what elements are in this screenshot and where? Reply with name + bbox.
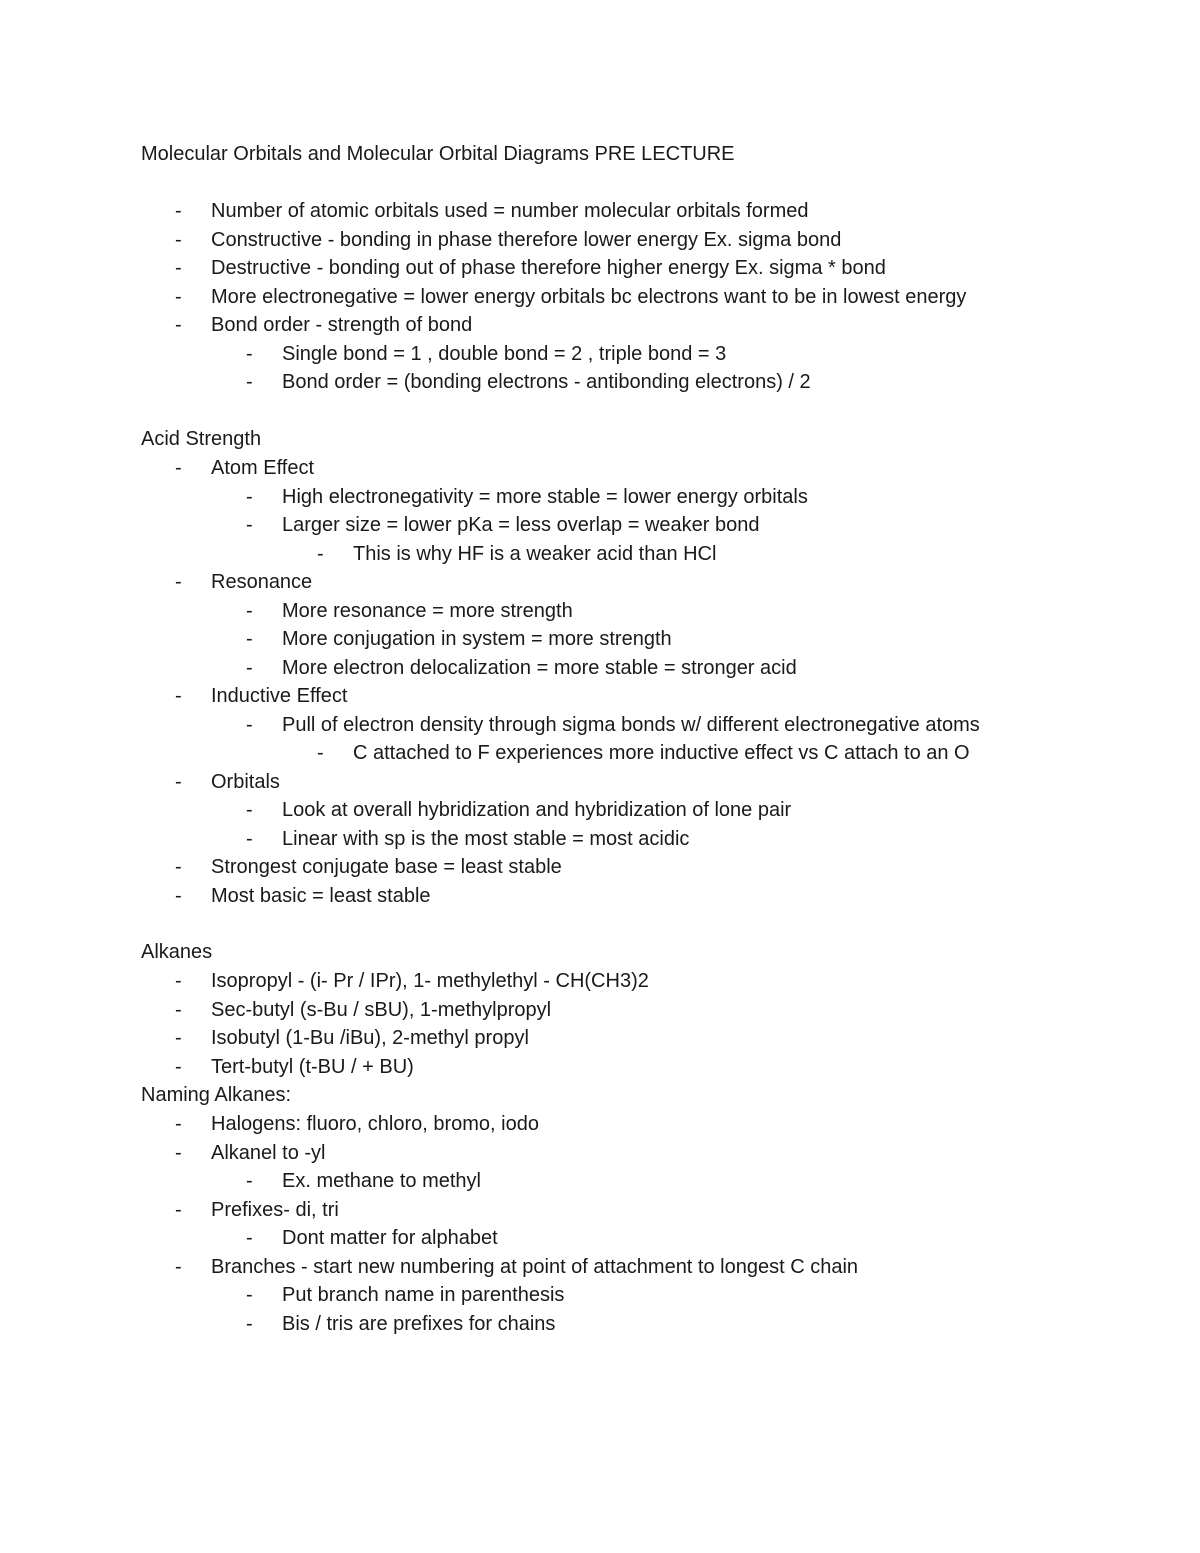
list-item-text: Tert-butyl (t-BU / + BU) (211, 1055, 414, 1078)
bullet-dash: - (175, 200, 182, 222)
bullet-dash: - (317, 542, 324, 565)
list-item-text: Look at overall hybridization and hybridization of lone pair (282, 799, 792, 821)
list-item-text: Dont matter for alphabet (282, 1227, 498, 1249)
list-item-text: More resonance = more strength (282, 599, 573, 622)
list-item-text: More electronegative = lower energy orbitals bc electrons want to be in lowest energy (211, 285, 967, 308)
list-item-text: Larger size = lower pKa = less overlap = weaker bond (282, 514, 760, 536)
bullet-dash: - (175, 1141, 182, 1164)
naming-alkanes-heading: Naming Alkanes: (141, 1084, 292, 1106)
bullet-dash: - (175, 1198, 182, 1221)
bullet-dash: - (246, 628, 253, 650)
bullet-dash: - (175, 770, 182, 793)
alkanes-heading: Alkanes (141, 941, 213, 963)
bullet-dash: - (246, 1170, 253, 1192)
list-item-text: Inductive Effect (211, 685, 348, 707)
bullet-dash: - (175, 1113, 182, 1135)
bullet-dash: - (175, 228, 182, 251)
list-item-text: Linear with sp is the most stable = most acidic (282, 827, 690, 850)
list-item-text: Atom Effect (211, 457, 315, 479)
bullet-dash: - (246, 1312, 253, 1335)
bullet-dash: - (246, 827, 253, 850)
list-item-text: Ex. methane to methyl (282, 1170, 481, 1192)
bullet-dash: - (175, 285, 182, 308)
bullet-dash: - (175, 884, 182, 907)
list-item-text: Isopropyl - (i- Pr / IPr), 1- methylethyl - CH(CH3)2 (211, 970, 649, 992)
bullet-dash: - (175, 1255, 182, 1278)
bullet-dash: - (246, 371, 253, 393)
list-item-text: Bond order = (bonding electrons - antibonding electrons) / 2 (282, 371, 811, 393)
bullet-dash: - (175, 571, 182, 593)
document-title: Molecular Orbitals and Molecular Orbital Diagrams PRE LECTURE (141, 143, 735, 165)
bullet-dash: - (175, 457, 182, 479)
list-item-text: This is why HF is a weaker acid than HCl (353, 542, 717, 565)
bullet-dash: - (175, 998, 182, 1021)
bullet-dash: - (317, 742, 324, 764)
bullet-dash: - (175, 856, 182, 878)
list-item-text: Orbitals (211, 770, 280, 793)
list-item-text: More electron delocalization = more stable = stronger acid (282, 656, 797, 679)
bullet-dash: - (246, 713, 253, 736)
list-item-text: Isobutyl (1-Bu /iBu), 2-methyl propyl (211, 1027, 529, 1049)
bullet-dash: - (175, 257, 182, 279)
list-item-text: Strongest conjugate base = least stable (211, 856, 562, 878)
list-item-text: Single bond = 1 , double bond = 2 , triple bond = 3 (282, 342, 727, 365)
bullet-dash: - (246, 485, 253, 508)
list-item-text: Prefixes- di, tri (211, 1198, 339, 1221)
list-item-text: C attached to F experiences more inductive effect vs C attach to an O (353, 742, 970, 764)
bullet-dash: - (246, 799, 253, 821)
bullet-dash: - (175, 1027, 182, 1049)
list-item-text: Sec-butyl (s-Bu / sBU), 1-methylpropyl (211, 998, 552, 1021)
bullet-dash: - (246, 1227, 253, 1249)
list-item-text: More conjugation in system = more strength (282, 628, 672, 650)
list-item-text: Branches - start new numbering at point of attachment to longest C chain (211, 1255, 859, 1278)
bullet-dash: - (246, 342, 253, 365)
bullet-dash: - (246, 1284, 253, 1306)
list-item-text: Most basic = least stable (211, 884, 431, 907)
list-item-text: Put branch name in parenthesis (282, 1284, 565, 1306)
acid-strength-heading: Acid Strength (141, 428, 262, 450)
list-item-text: Number of atomic orbitals used = number molecular orbitals formed (211, 200, 809, 222)
bullet-dash: - (175, 1055, 182, 1078)
bullet-dash: - (246, 599, 253, 622)
list-item-text: Resonance (211, 571, 313, 593)
bullet-dash: - (175, 970, 182, 992)
bullet-dash: - (246, 656, 253, 679)
list-item-text: Alkanel to -yl (211, 1141, 326, 1164)
list-item-text: Constructive - bonding in phase therefore lower energy Ex. sigma bond (211, 228, 842, 251)
list-item-text: Halogens: fluoro, chloro, bromo, iodo (211, 1113, 539, 1135)
bullet-dash: - (175, 314, 182, 336)
list-item-text: Bis / tris are prefixes for chains (282, 1312, 556, 1335)
list-item-text: Pull of electron density through sigma bonds w/ different electronegative atoms (282, 713, 980, 736)
bullet-dash: - (175, 685, 182, 707)
list-item-text: Destructive - bonding out of phase therefore higher energy Ex. sigma * bond (211, 257, 886, 279)
list-item-text: High electronegativity = more stable = lower energy orbitals (282, 485, 808, 508)
list-item-text: Bond order - strength of bond (211, 314, 473, 336)
bullet-dash: - (246, 514, 253, 536)
